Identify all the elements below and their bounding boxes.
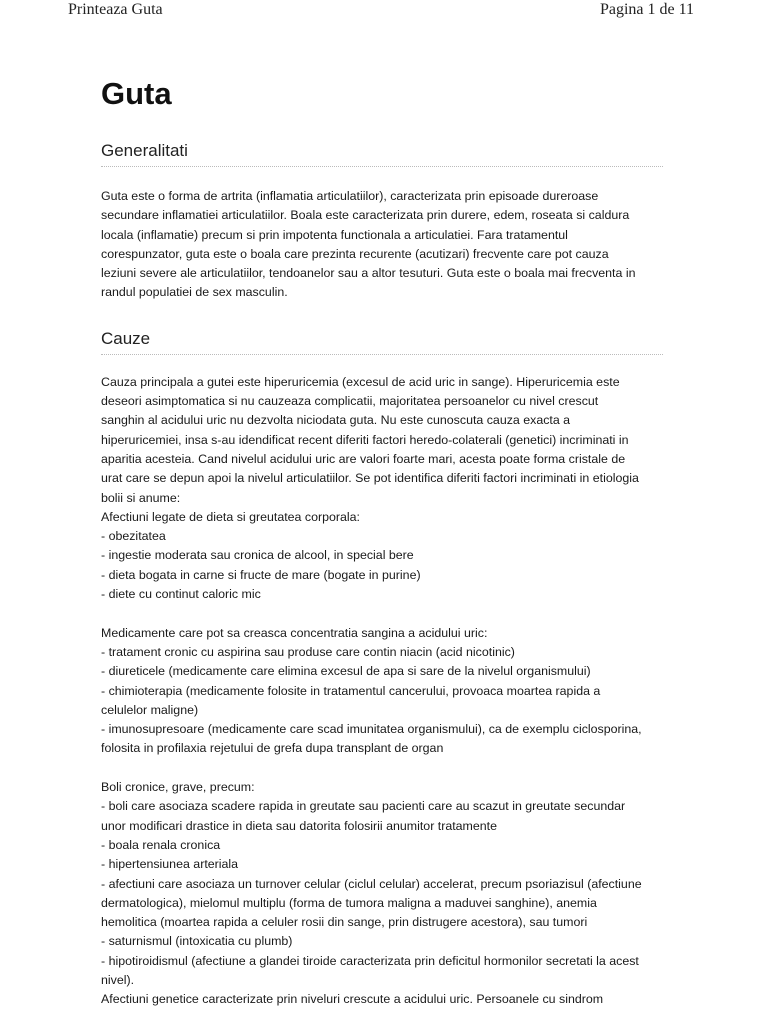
section-heading-generalitati: Generalitati [101,140,663,167]
print-header-title: Printeaza Guta [68,1,163,18]
section-text-cauze: Cauza principala a gutei este hiperuricemia (excesul de acid uric in sange). Hiperuricemia este deseori asimptomatica si nu cauzeaza complicatii, majoritatea persoanelor cu nivel crescut sanghin al acidului uric nu dezvolta niciodata guta. Nu este cunoscuta cauza exacta a hiperuricemiei, insa s-au idendificat recent diferiti factori heredo-colaterali (genetici) incriminati in aparitia acesteia. Cand nivelul acidului uric are valori foarte mari, acesta poate forma cristale de urat care se depun apoi la nivelul articulatiilor. Se pot identifica diferiti factori incriminati in etiologia bolii si anume: Afectiuni legate de dieta si greutatea corporala: - obezitatea - ingestie moderata sau cronica de alcool, in special bere - dieta bogata in carne si fructe de mare (bogate in purine) - diete cu continut caloric mic Medicamente care pot sa creasca concentratia sangina a acidului uric: - tratament cronic cu aspirina sau produse care contin niacin (acid nicotinic) - diureticele (medicamente care elimina excesul de apa si sare de la nivelul organismului) - chimioterapia (medicamente folosite in tratamentul cancerului, provoaca moartea rapida a celulelor maligne) - imunosupresoare (medicamente care scad imunitatea organismului), ca de exemplu ciclosporina, folosita in profilaxia rejetului de grefa dupa transplant de organ Boli cronice, grave, precum: - boli care asociaza scadere rapida in greutate sau pacienti care au scazut in greutate secundar unor modificari drastice in dieta sau datorita folosirii anumitor tratamente - boala renala cronica - hipertensiunea arteriala - afectiuni care asociaza un turnover celular (ciclul celular) accelerat, precum psoriazisul (afectiune dermatologica), mielomul multiplu (forma de tumora maligna a maduvei sanghine), anemia hemolitica (moartea rapida a celuler rosii din sange, prin distrugere acestora), sau tumori - saturnismul (intoxicatia cu plumb) - hipotiroidismul (afectiune a glandei tiroide caracterizata prin deficitul hormonilor secretati la acest nivel). Afectiuni genetice caracterizate prin niveluri crescute a acidului uric. Persoanele cu sindrom [101,374,642,1007]
page-title: Guta [101,76,172,111]
page-number: Pagina 1 de 11 [599,1,694,18]
section-heading-cauze: Cauze [101,328,663,355]
section-text-generalitati: Guta este o forma de artrita (inflamatia articulatiilor), caracterizata prin episoade dureroase secundare inflamatiei articulatiilor. Boala este caracterizata prin durere, edem, roseata si caldura locala (inflamatie) precum si prin impotenta functionala a articulatiei. Fara tratamentul corespunzator, guta este o boala care prezinta recurente (acutizari) frecvente care pot cauza leziuni severe ale articulatiilor, tendoanelor sau a altor tesuturi. Guta este o boala mai frecventa in randul populatiei de sex masculin. [101,189,636,300]
article [101,72,663,1010]
